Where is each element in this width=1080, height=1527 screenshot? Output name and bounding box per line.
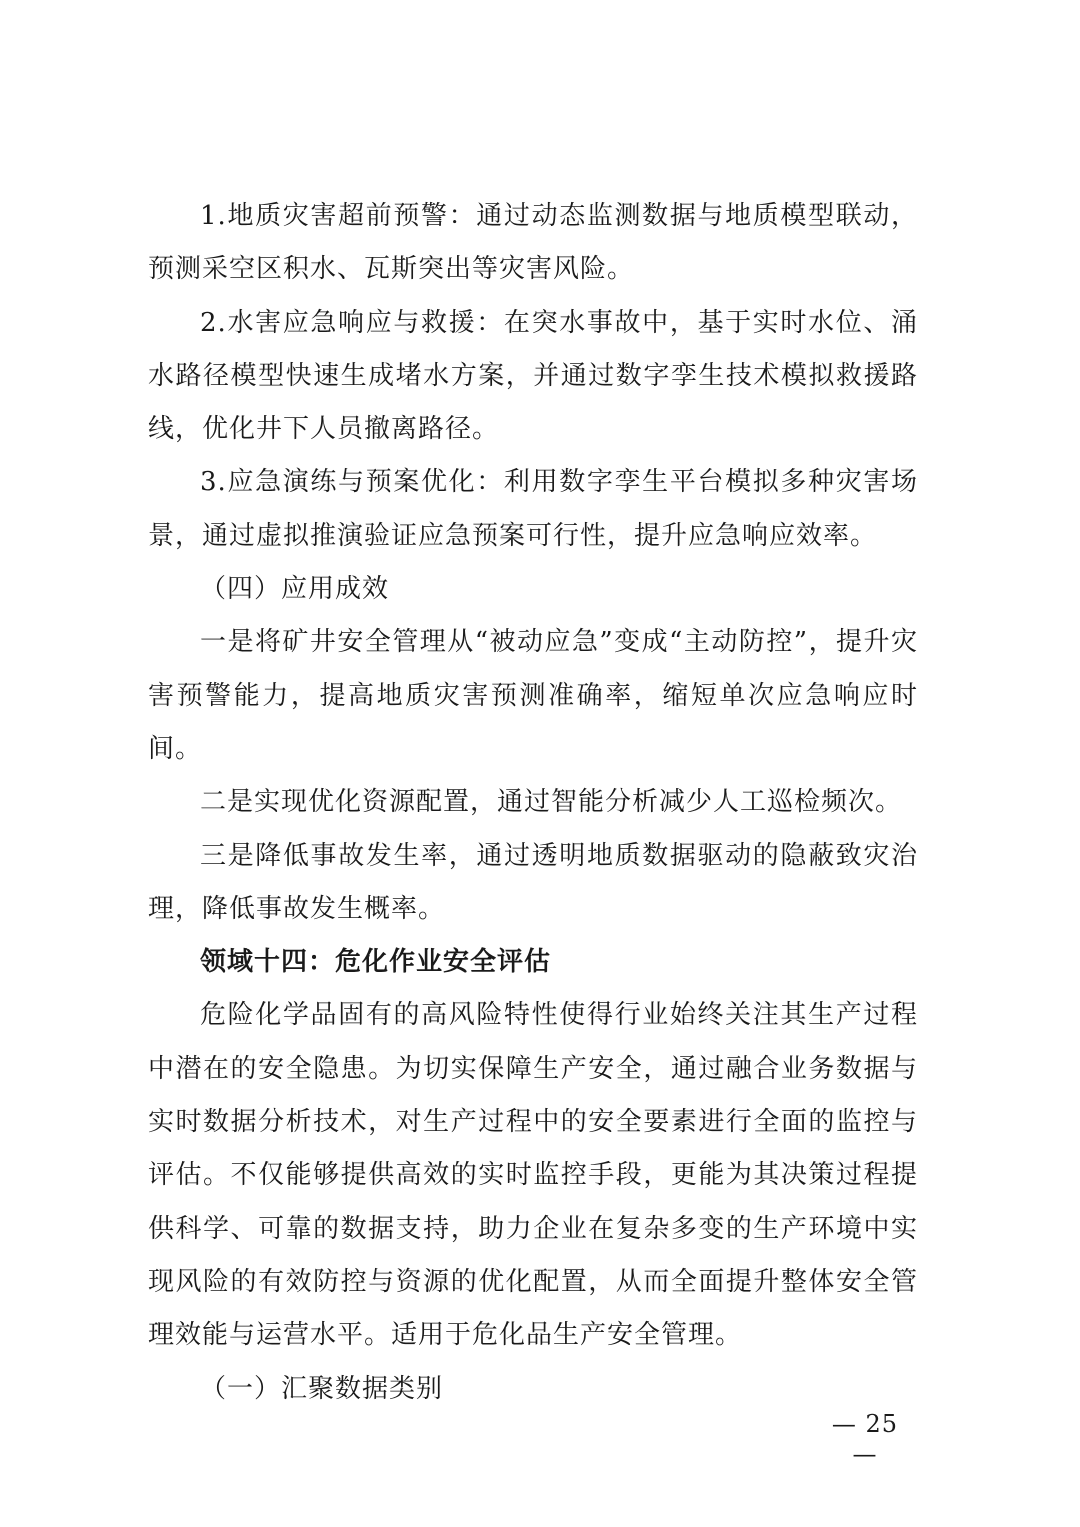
paragraph-domain-intro: 危险化学品固有的高风险特性使得行业始终关注其生产过程中潜在的安全隐患。为切实保障生产安全，通过融合业务数据与实时数据分析技术，对生产过程中的安全要素进行全面的监控与评估。不仅能够提供高效的实时监控手段，更能为其决策过程提供科学、可靠的数据支持，助力企业在复杂多变的生产环境中实现风险的有效防控与资源的优化配置，从而全面提升整体安全管理效能与运营水平。适用于危化品生产安全管理。 bbox=[148, 1000, 918, 1351]
paragraph-effect-two: 二是实现优化资源配置，通过智能分析减少人工巡检频次。 bbox=[200, 787, 903, 818]
section-heading-data-categories: （一）汇聚数据类别 bbox=[200, 1373, 444, 1404]
domain-fourteen-heading: 领域十四：危化作业安全评估 bbox=[200, 947, 552, 978]
page-number: — 25 — bbox=[831, 1410, 899, 1468]
paragraph-geological-warning: 1.地质灾害超前预警：通过动态监测数据与地质模型联动，预测采空区积水、瓦斯突出等灾害风险。 bbox=[148, 201, 918, 285]
paragraph-effect-three: 三是降低事故发生率，通过透明地质数据驱动的隐蔽致灾治理，降低事故发生概率。 bbox=[148, 840, 918, 924]
section-heading-application-effects: （四）应用成效 bbox=[200, 574, 390, 605]
page-body bbox=[148, 190, 918, 1416]
paragraph-effect-one: 一是将矿井安全管理从“被动应急”变成“主动防控”，提升灾害预警能力，提高地质灾害预测准确率，缩短单次应急响应时间。 bbox=[148, 627, 918, 764]
paragraph-drill-optimization: 3.应急演练与预案优化：利用数字孪生平台模拟多种灾害场景，通过虚拟推演验证应急预案可行性，提升应急响应效率。 bbox=[148, 467, 918, 551]
paragraph-water-emergency: 2.水害应急响应与救援：在突水事故中，基于实时水位、涌水路径模型快速生成堵水方案，并通过数字孪生技术模拟救援路线，优化井下人员撤离路径。 bbox=[148, 307, 918, 445]
